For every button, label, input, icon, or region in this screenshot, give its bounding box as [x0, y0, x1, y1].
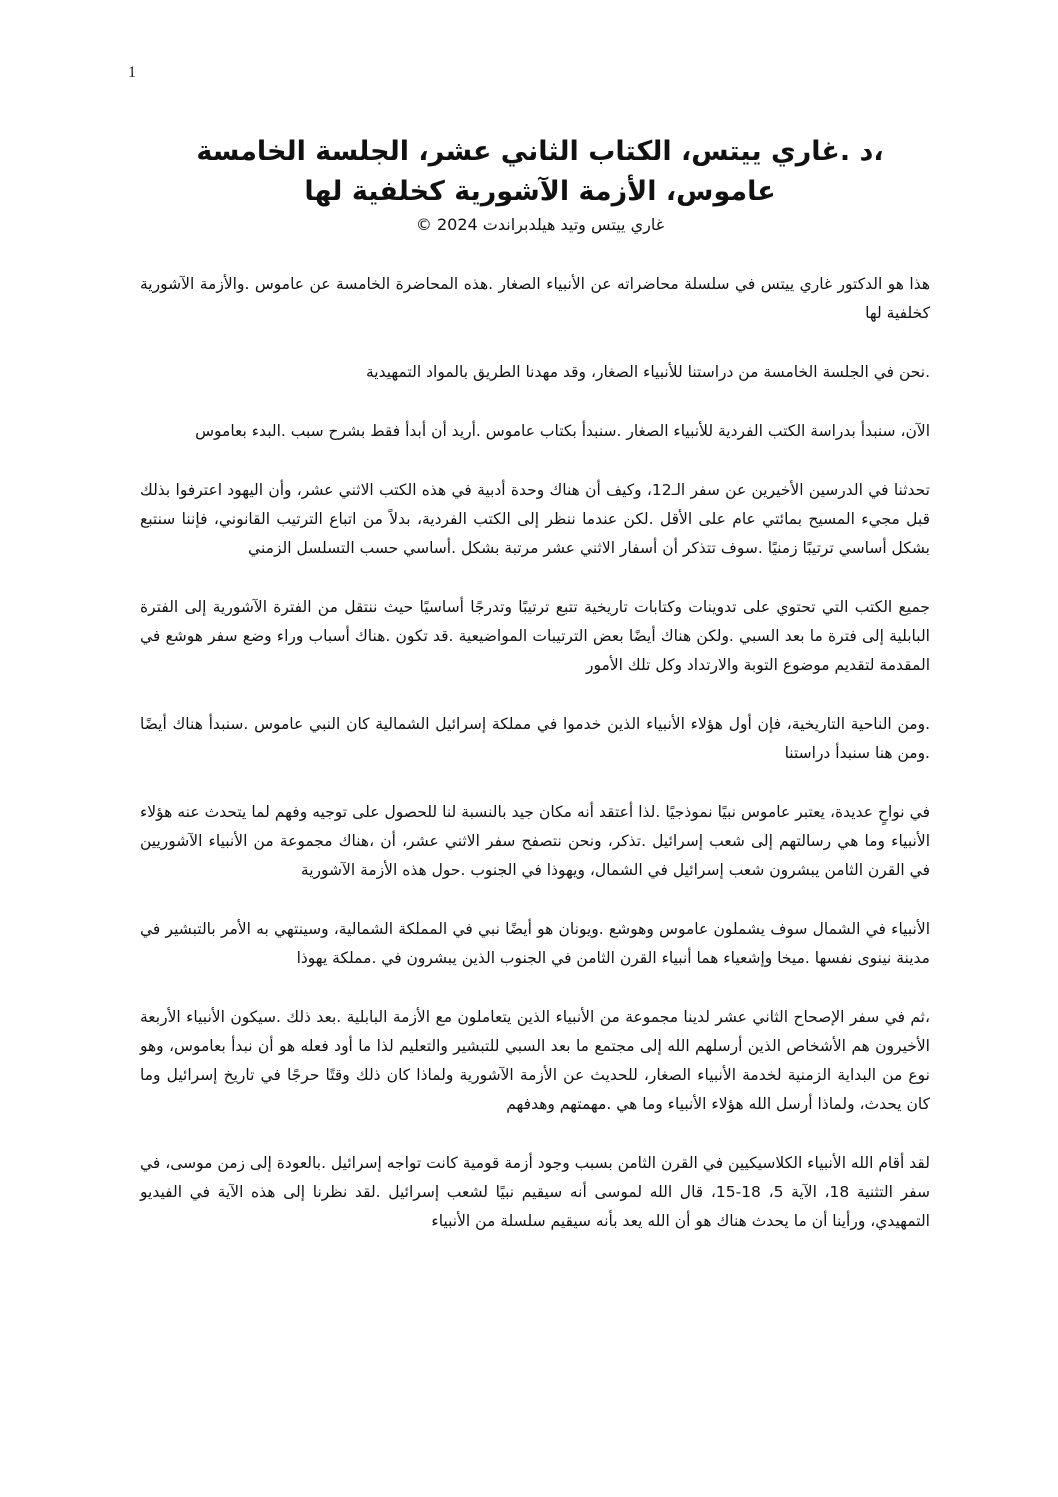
paragraph-classical-prophets: لقد أقام الله الأنبياء الكلاسيكيين في القرن الثامن بسبب وجود أزمة قومية كانت تواجه إسرائيل .بالعودة إلى زمن موسى، في سفر التثنية 18، الآية 5، 18-15، قال الله لموسى أنه سيقيم نبيًا لشعب إسرائيل .لقد نظرنا إلى هذه الآية في الفيديو التمهيدي، ورأينا أن ما يحدث هناك هو أن الله يعد بأنه سيقيم سلسلة من الأنبياء: [140, 1154, 930, 1230]
paragraph-historical: .ومن الناحية التاريخية، فإن أول هؤلاء الأنبياء الذين خدموا في مملكة إسرائيل الشمالية كان النبي عاموس .سنبدأ هناك أيضًا .ومن هنا سنبدأ دراستنا: [140, 715, 930, 762]
paragraph-start-amos: الآن، سنبدأ بدراسة الكتب الفردية للأنبياء الصغار .سنبدأ بكتاب عاموس .أريد أن أبدأ فقط بشرح سبب .البدء بعاموس: [195, 422, 930, 440]
copyright-line: غاري ييتس وتيد هيلدبراندت 2024 ©: [415, 215, 665, 234]
document-title-line-1: ،د .غاري ييتس، الكتاب الثاني عشر، الجلسة الخامسة: [196, 136, 884, 167]
paragraph-babylonian-crisis: ،ثم في سفر الإصحاح الثاني عشر لدينا مجموعة من الأنبياء الذين يتعاملون مع الأزمة البابلية .بعد ذلك .سيكون الأنبياء الأربعة الأخيرون هم الأشخاص الذين أرسلهم الله إلى مجتمع ما بعد السبي للتبشير والتعليم لذا ما أود فعله هو أن نبدأ بعاموس، وهو نوع من البداية الزمنية لخدمة الأنبياء الصغار، للحديث عن الأزمة الآشورية ولماذا كان ذلك وقتًا حرجًا في تاريخ إسرائيل وما كان يحدث، ولماذا أرسل الله هؤلاء الأنبياء وما هي .مهمتهم وهدفهم: [140, 1008, 930, 1113]
paragraph-northern-prophets: الأنبياء في الشمال سوف يشملون عاموس وهوشع .ويونان هو أيضًا نبي في المملكة الشمالية، وسينتهي به الأمر بالتبشير في مدينة نينوى نفسها .ميخا وإشعياء هما أنبياء القرن الثامن في الجنوب الذين يبشرون في .مملكة يهوذا: [140, 920, 930, 967]
paragraph-session: .نحن في الجلسة الخامسة من دراستنا للأنبياء الصغار، وقد مهدنا الطريق بالمواد التمهيدية: [365, 363, 930, 381]
paragraph-book-of-twelve: تحدثنا في الدرسين الأخيرين عن سفر الـ12، وكيف أن هناك وحدة أدبية في هذه الكتب الاثني عشر، وأن اليهود اعترفوا بذلك قبل مجيء المسيح بمائتي عام على الأقل .لكن عندما ننظر إلى الكتب الفردية، بدلاً من اتباع الترتيب القانوني، فإننا سنتبع بشكل أساسي ترتيبًا زمنيًا .سوف تتذكر أن أسفار الاثني عشر مرتبة بشكل .أساسي حسب التسلسل الزمني: [140, 481, 930, 557]
document-body: [140, 270, 930, 1236]
paragraph-typical-prophet: في نواحٍ عديدة، يعتبر عاموس نبيًا نموذجيًا .لذا أعتقد أنه مكان جيد بالنسبة لنا للحصول على توجيه وفهم لما يتحدث عنه هؤلاء الأنبياء وما هي رسالتهم إلى شعب إسرائيل .تذكر، ونحن نتصفح سفر الاثني عشر، أن ،هناك مجموعة من الأنبياء الآشوريين في القرن الثامن يبشرون شعب إسرائيل في الشمال، ويهوذا في الجنوب .حول هذه الأزمة الآشورية: [140, 803, 930, 879]
paragraph-chronology: جميع الكتب التي تحتوي على تدوينات وكتابات تاريخية تتبع ترتيبًا وتدرجًا أساسيًا حيث ننتقل من الفترة الآشورية إلى الفترة البابلية إلى فترة ما بعد السبي .ولكن هناك أيضًا بعض الترتيبات المواضيعية .قد تكون .هناك أسباب وراء وضع سفر هوشع في المقدمة لتقديم موضوع التوبة والارتداد وكل تلك الأمور: [140, 598, 930, 674]
paragraph-intro: هذا هو الدكتور غاري ييتس في سلسلة محاضراته عن الأنبياء الصغار .هذه المحاضرة الخامسة عن عاموس .والأزمة الآشورية كخلفية لها: [140, 275, 930, 322]
page-number: 1: [128, 64, 136, 81]
document-header: [140, 132, 940, 238]
document-title-line-2: عاموس، الأزمة الآشورية كخلفية لها: [304, 176, 776, 207]
